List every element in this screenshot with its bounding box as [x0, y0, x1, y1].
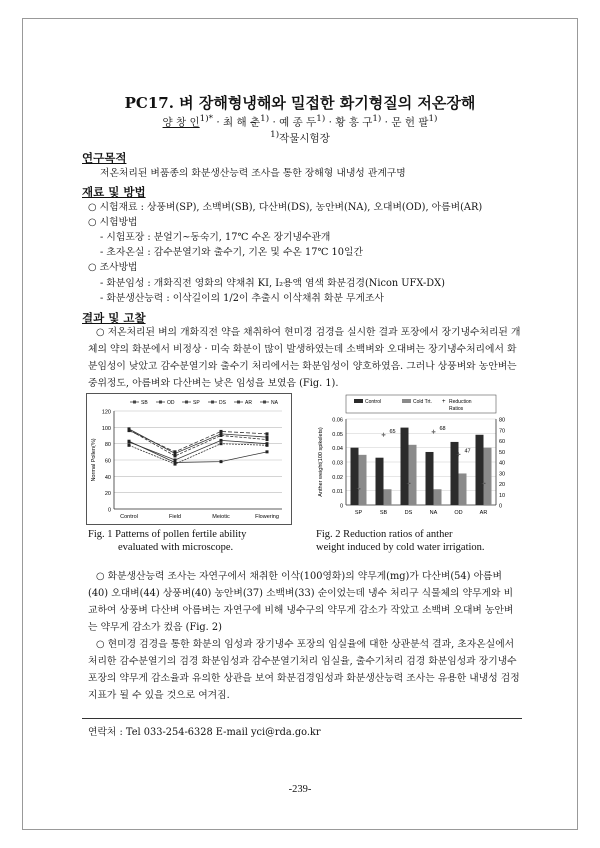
y-tick-label: 0: [339, 503, 343, 510]
data-point: [128, 441, 131, 444]
y-tick-label: 0.03: [332, 460, 343, 467]
legend-label: Cold Trt.: [413, 399, 432, 405]
page-number: -239-: [288, 784, 312, 795]
y-tick-label: 0.01: [332, 489, 343, 496]
reduction-marker: +: [431, 428, 436, 436]
y-tick-label: 60: [104, 458, 111, 465]
legend-marker: [159, 401, 162, 404]
y-tick-label: 100: [101, 425, 111, 432]
aff-sup: 1): [270, 130, 280, 140]
bar-cold-trt: [484, 448, 492, 505]
data-point: [174, 454, 177, 457]
methods-line: - 시험포장 : 분얼기~동숙기, 17℃ 수온 장기냉수관개: [100, 232, 331, 243]
y2-tick-label: 50: [499, 449, 506, 456]
author-sup: 1): [372, 114, 382, 124]
legend-label: Control: [365, 399, 382, 405]
author-2: · 최 해 춘: [213, 116, 261, 129]
y-tick-label: 120: [101, 409, 111, 416]
legend-label: NA: [271, 400, 278, 406]
y2-tick-label: 80: [499, 417, 506, 424]
legend-swatch-ratio: +: [442, 399, 446, 405]
figure-2-chart: [312, 393, 520, 528]
data-point: [174, 450, 177, 453]
methods-line: ○ 시험방법: [88, 217, 138, 228]
author-sup: 1): [316, 114, 326, 124]
x-tick-label: Flowering: [255, 514, 279, 520]
data-point: [128, 429, 131, 432]
legend-label: AR: [245, 400, 252, 406]
x-tick-label: AR: [479, 510, 488, 516]
bar-cold-trt: [459, 473, 467, 505]
y-tick-label: 40: [104, 474, 111, 481]
data-point: [174, 463, 177, 466]
methods-line: - 화분생산능력 : 이삭길이의 1/2이 추출시 이삭채취 화분 무게조사: [100, 293, 384, 304]
x-tick-label: SP: [354, 510, 363, 516]
data-point: [266, 438, 269, 441]
section-heading-methods: 재료 및 방법: [82, 185, 146, 199]
methods-line: - 초자온실 : 감수분열기와 출수기, 기온 및 수온 17℃ 10일간: [100, 247, 363, 258]
x-tick-label: OD: [454, 510, 463, 516]
purpose-text: 저온처리된 벼품종의 화분생산능력 조사을 통한 장해형 내냉성 관계구명: [100, 168, 406, 179]
results-paragraph-2: ○ 화분생산능력 조사는 자연구에서 채취한 이삭(100영화)의 약무게(mg)가 다산벼(54) 아름벼(40) 오대벼(44) 상풍벼(40) 농안벼(37) 소백벼(33) 순이었는데 냉수 처리구 식물체의 약무게와 비교하여 상풍벼 다산벼 아름벼는 자연구에 비해 냉수구의 약무게 감소가 작았고 소백벼 오대벼 농안벼는 약무게 감소가 컸음 (Fig. 2): [88, 571, 514, 633]
y-axis-label: Anther weight(100 spikelets): [318, 427, 324, 497]
footer-rule: [82, 718, 522, 719]
author-sup: 1): [260, 114, 270, 124]
author-first: 양 창 인: [162, 116, 200, 129]
bar-control: [476, 435, 484, 505]
contact-info: 연락처 : Tel 033-254-6328 E-mail yci@rda.go.kr: [88, 727, 321, 738]
section-heading-purpose: 연구목적: [82, 151, 127, 165]
x-tick-label: Field: [169, 514, 181, 520]
author-5: · 문 헌 팔: [381, 116, 429, 129]
methods-line: ○ 조사방법: [88, 262, 138, 273]
bar-control: [401, 428, 409, 505]
legend-label: SB: [141, 400, 148, 406]
legend-marker: [185, 401, 188, 404]
y-tick-label: 0.02: [332, 474, 343, 481]
reduction-marker: +: [356, 485, 361, 493]
affiliation: [0, 130, 600, 146]
x-tick-label: DS: [404, 510, 413, 516]
legend-marker: [263, 401, 266, 404]
reduction-marker: +: [381, 432, 386, 440]
methods-line: - 화분임성 : 개화직전 영화의 약채취 KI, I₂용액 염색 화분검경(Nicon UFX-DX): [100, 278, 445, 289]
y-tick-label: 0.05: [332, 431, 343, 438]
bar-cold-trt: [409, 445, 417, 505]
bar-cold-trt: [359, 455, 367, 505]
legend-marker: [133, 401, 136, 404]
x-tick-label: SB: [379, 510, 388, 516]
author-sup: 1): [428, 114, 438, 124]
data-point: [128, 444, 131, 447]
data-point: [220, 430, 223, 433]
ratio-annotation: 68: [439, 425, 446, 432]
y2-tick-label: 20: [499, 482, 506, 488]
legend-label: SP: [193, 400, 200, 406]
bar-cold-trt: [384, 489, 392, 505]
author-3: · 예 종 두: [269, 116, 317, 129]
data-point: [220, 460, 223, 463]
x-tick-label: NA: [429, 510, 438, 516]
y-tick-label: 0.04: [332, 446, 343, 453]
author-sup: 1)*: [199, 114, 214, 124]
chart-border: [87, 394, 292, 525]
reduction-marker: +: [456, 451, 461, 459]
legend-marker: [237, 401, 240, 404]
bar-control: [376, 458, 384, 505]
data-point: [266, 442, 269, 445]
ratio-annotation: 47: [464, 448, 471, 455]
legend-label: Reduction: [449, 399, 472, 405]
section-heading-results: 결과 및 고찰: [82, 311, 146, 325]
figure-2-caption: Fig. 2 Reduction ratios of anther: [316, 529, 453, 540]
figure-2-caption-2: weight induced by cold water irrigation.: [316, 542, 485, 553]
y2-tick-label: 40: [499, 460, 506, 467]
figure-1-caption-2: evaluated with microscope.: [118, 542, 234, 553]
author-4: · 황 흥 구: [325, 116, 373, 129]
y-tick-label: 0: [107, 507, 111, 514]
data-point: [174, 459, 177, 462]
data-point: [266, 432, 269, 435]
results-paragraph-3: ○ 현미경 검경을 통한 화분의 임성과 장기냉수 포장의 임실율에 대한 상관분석 결과, 초자온실에서 처리한 감수분열기의 검경 화분임성과 감수분열기처리 임실율, 출수기처리 검경 화분임성과 장기냉수포장의 약무게 감소율과 유의한 상관을 보여 화분검경임성과 화분생산능력 조사는 유용한 내냉성 검정 지표가 될 수 있을 것으로 여겨짐.: [88, 639, 520, 701]
y2-tick-label: 70: [499, 428, 506, 435]
legend-label: Ratios: [449, 406, 464, 412]
methods-line: ○ 시험재료 : 상풍벼(SP), 소백벼(SB), 다산벼(DS), 농안벼(NA), 오대벼(OD), 아름벼(AR): [88, 202, 483, 213]
bar-control: [426, 452, 434, 505]
y-tick-label: 80: [104, 442, 111, 449]
aff-name: 작물시험장: [279, 132, 330, 145]
x-tick-label: Control: [120, 514, 138, 520]
reduction-marker: +: [481, 480, 486, 488]
data-point: [220, 442, 223, 445]
legend-label: DS: [219, 400, 226, 406]
y2-tick-label: 0: [499, 503, 503, 510]
y2-tick-label: 30: [499, 471, 506, 478]
figure-1-caption: Fig. 1 Patterns of pollen fertile ability: [88, 529, 247, 540]
y-axis-label: Normal Pollen(%): [91, 438, 97, 482]
results-paragraph-1: ○ 저온처리된 벼의 개화직전 약을 채취하여 현미경 검경을 실시한 결과 포장에서 장기냉수처리된 개체의 약의 화분에서 비정상 · 미숙 화분이 많이 발생하였는데 소백벼와 오대벼는 장기냉수처리에서 화분임성이 낮았고 감수분열기와 출수기 처리에서는 화분임성이 양호하였음. 그러나 상풍벼와 농안벼는 중위정도, 아름벼와 다산벼는 낮은 임성을 보였음 (Fig. 1).: [88, 327, 521, 389]
bar-cold-trt: [434, 489, 442, 505]
y-tick-label: 20: [104, 491, 111, 498]
ratio-annotation: 65: [389, 429, 396, 436]
data-point: [220, 434, 223, 437]
figure-1-chart: [86, 393, 292, 525]
data-point: [266, 450, 269, 453]
legend-marker: [211, 401, 214, 404]
reduction-marker: +: [406, 480, 411, 488]
paper-title: PC17. 벼 장해형냉해와 밀접한 화기형질의 저온장해: [124, 94, 476, 112]
legend-swatch-control: [354, 399, 363, 403]
bar-control: [351, 448, 359, 505]
legend-label: OD: [167, 400, 175, 406]
y2-tick-label: 10: [499, 492, 506, 499]
x-tick-label: Meiotic: [212, 514, 230, 520]
y-tick-label: 0.06: [332, 417, 343, 424]
author-line: [0, 114, 600, 130]
legend-swatch-cold: [402, 399, 411, 403]
data-point: [220, 439, 223, 442]
y2-tick-label: 60: [499, 439, 506, 445]
